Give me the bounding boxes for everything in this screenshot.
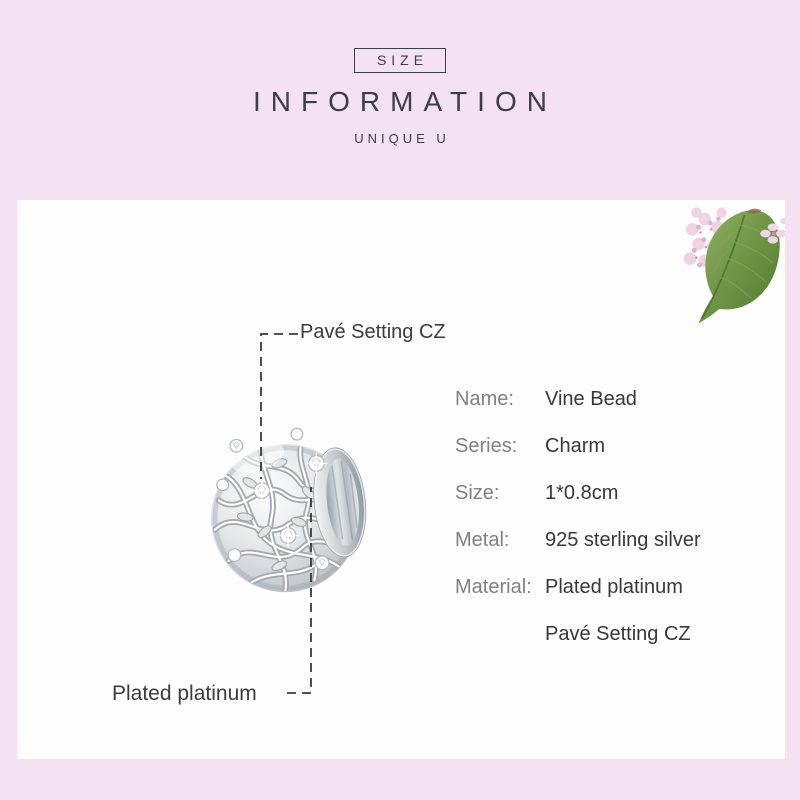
spec-label: Size: xyxy=(455,482,500,504)
callout-pave-setting-cz: Pavé Setting CZ xyxy=(300,321,446,343)
spec-row-name xyxy=(455,388,701,413)
spec-row-pave xyxy=(455,623,701,648)
spec-row-material xyxy=(455,576,701,601)
callout-plated-platinum: Plated platinum xyxy=(112,682,257,705)
spec-value: 925 sterling silver xyxy=(545,529,701,551)
spec-value: Charm xyxy=(545,435,606,457)
page-header xyxy=(0,0,800,146)
vine-bead-product-image xyxy=(211,424,369,612)
spec-value: Plated platinum xyxy=(545,576,683,598)
spec-label: Name: xyxy=(455,388,514,410)
spec-row-series xyxy=(455,435,701,460)
spec-label: Material: xyxy=(455,576,532,598)
leaf-flower-icon xyxy=(673,200,785,334)
page-subtitle: UNIQUE U xyxy=(354,131,450,146)
spec-value: Pavé Setting CZ xyxy=(545,623,691,645)
page-title: INFORMATION xyxy=(253,86,557,117)
spec-list xyxy=(455,388,701,670)
spec-label: Series: xyxy=(455,435,518,457)
spec-row-size xyxy=(455,482,701,507)
spec-row-metal xyxy=(455,529,701,554)
size-badge: SIZE xyxy=(354,48,446,73)
spec-label: Metal: xyxy=(455,529,510,551)
spec-value: 1*0.8cm xyxy=(545,482,619,504)
leaf xyxy=(699,209,780,324)
spec-value: Vine Bead xyxy=(545,388,637,410)
